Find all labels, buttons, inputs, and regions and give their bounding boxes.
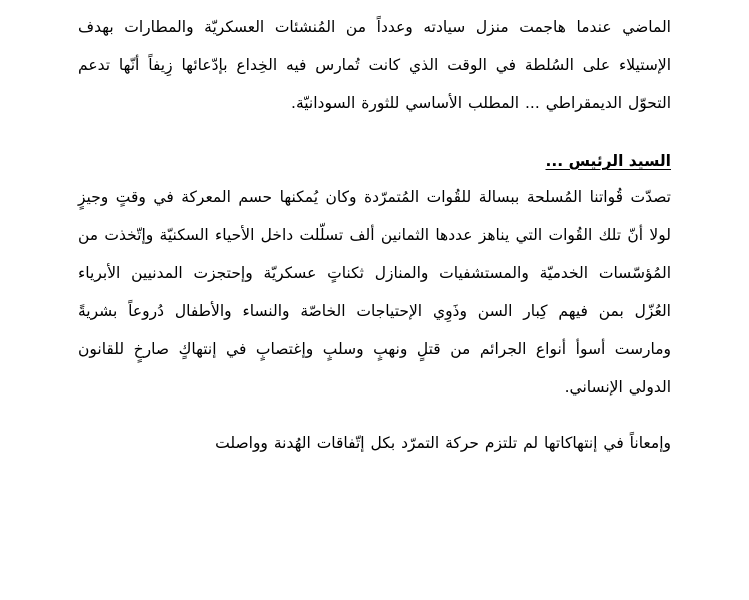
paragraph-spacer-2 bbox=[78, 406, 671, 424]
paragraph-2: تصدّت قُواتنا المُسلحة ببسالة للقُوات المُتمرّدة وكان يُمكنها حسم المعركة في وقتٍ وجيزٍ لولا أنّ تلك القُوات التي يناهز عددها الثمانين ألف تسلّلت داخل الأحياء السكنيّة وإتّخذت من المُؤسّسات الخدميّة والمستشفيات والمنازل ثكناتٍ عسكريّة وإحتجزت المدنيين الأبرياء العُزّل بمن فيهم كِبار السن وذَوِي الإحتياجات الخاصّة والنساء والأطفال دُروعاً بشريةً ومارست أسوأ أنواع الجرائم من قتلٍ ونهبٍ وسلبٍ وإغتصابٍ في إنتهاكٍ صارخٍ للقانون الدولي الإنساني. bbox=[78, 188, 671, 396]
paragraph-1: الماضي عندما هاجمت منزل سيادته وعدداً من المُنشئات العسكريّة والمطارات بهدف الإستيلاء على السُلطة في الوقت الذي كانت تُمارس فيه الخِداع بإدّعائها زِيفاً أنّها تدعم التحوّل الديمقراطي ... المطلب الأساسي للثورة السودانيّة. bbox=[78, 18, 671, 112]
section-heading: السيد الرئيس ... bbox=[545, 152, 671, 170]
paragraph-3: وإمعاناً في إنتهاكاتها لم تلتزم حركة التمرّد بكل إتّفاقات الهُدنة وواصلت bbox=[215, 434, 671, 452]
paragraph-spacer-1 bbox=[78, 122, 671, 144]
